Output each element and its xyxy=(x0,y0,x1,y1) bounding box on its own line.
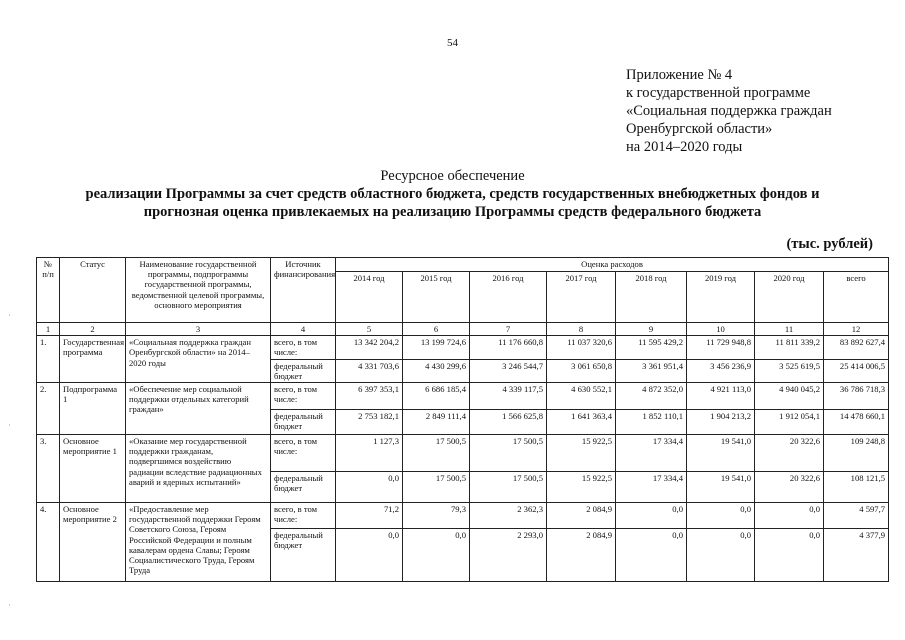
source-federal: федеральный бюджет xyxy=(271,359,336,382)
appendix-note xyxy=(626,66,832,156)
title-line-2: реализации Программы за счет средств областного бюджета, средств государственных внебюджетных фондов и xyxy=(85,186,820,202)
source-federal: федеральный бюджет xyxy=(271,529,336,582)
value-total: 4 872 352,0 xyxy=(616,383,687,410)
value-total: 4 940 045,2 xyxy=(755,383,824,410)
value-federal: 3 456 236,9 xyxy=(687,359,755,382)
column-number: 2 xyxy=(60,323,126,336)
source-federal: федеральный бюджет xyxy=(271,472,336,503)
header-year: 2020 год xyxy=(755,272,824,323)
value-federal: 1 852 110,1 xyxy=(616,410,687,435)
value-federal: 1 904 213,2 xyxy=(687,410,755,435)
value-federal: 25 414 006,5 xyxy=(824,359,889,382)
table-row xyxy=(37,435,889,472)
value-federal: 14 478 660,1 xyxy=(824,410,889,435)
value-total: 13 342 204,2 xyxy=(336,336,403,359)
value-federal: 0,0 xyxy=(336,472,403,503)
value-federal: 2 084,9 xyxy=(547,529,616,582)
value-federal: 0,0 xyxy=(616,529,687,582)
header-year: 2015 год xyxy=(403,272,470,323)
value-federal: 15 922,5 xyxy=(547,472,616,503)
value-federal: 19 541,0 xyxy=(687,472,755,503)
source-total: всего, в том числе: xyxy=(271,336,336,359)
value-federal: 2 293,0 xyxy=(470,529,547,582)
row-name: «Обеспечение мер социальной поддержки отдельных категорий граждан» xyxy=(126,383,271,435)
value-total: 4 339 117,5 xyxy=(470,383,547,410)
value-total: 13 199 724,6 xyxy=(403,336,470,359)
value-federal: 17 500,5 xyxy=(403,472,470,503)
value-federal: 1 566 625,8 xyxy=(470,410,547,435)
source-total: всего, в том числе: xyxy=(271,435,336,472)
value-federal: 3 361 951,4 xyxy=(616,359,687,382)
row-name: «Оказание мер государственной поддержки гражданам, подвергшимся воздействию радиации вследствие радиационных аварий и ядерных испытаний» xyxy=(126,435,271,503)
value-federal: 17 334,4 xyxy=(616,472,687,503)
value-federal: 108 121,5 xyxy=(824,472,889,503)
value-total: 17 500,5 xyxy=(470,435,547,472)
row-number: 4. xyxy=(37,503,60,582)
value-total: 11 729 948,8 xyxy=(687,336,755,359)
value-total: 0,0 xyxy=(616,503,687,529)
value-total: 11 176 660,8 xyxy=(470,336,547,359)
header-year: 2017 год xyxy=(547,272,616,323)
value-federal: 4 430 299,6 xyxy=(403,359,470,382)
margin-mark: · xyxy=(8,310,11,320)
units-label: (тыс. рублей) xyxy=(786,236,873,252)
value-total: 2 362,3 xyxy=(470,503,547,529)
column-number: 11 xyxy=(755,323,824,336)
row-name: «Социальная поддержка граждан Оренбургской области» на 2014–2020 годы xyxy=(126,336,271,383)
margin-mark: · xyxy=(8,420,11,430)
column-number: 7 xyxy=(470,323,547,336)
header-total: всего xyxy=(824,272,889,323)
value-federal: 3 246 544,7 xyxy=(470,359,547,382)
header-row xyxy=(37,258,889,272)
table-row xyxy=(37,336,889,359)
column-number: 10 xyxy=(687,323,755,336)
value-total: 17 334,4 xyxy=(616,435,687,472)
column-number: 3 xyxy=(126,323,271,336)
value-total: 11 595 429,2 xyxy=(616,336,687,359)
title-line-1: Ресурсное обеспечение xyxy=(380,168,525,184)
value-total: 71,2 xyxy=(336,503,403,529)
value-federal: 1 912 054,1 xyxy=(755,410,824,435)
value-federal: 2 753 182,1 xyxy=(336,410,403,435)
header-year: 2018 год xyxy=(616,272,687,323)
value-federal: 1 641 363,4 xyxy=(547,410,616,435)
value-federal: 17 500,5 xyxy=(470,472,547,503)
value-total: 79,3 xyxy=(403,503,470,529)
header-num: № п/п xyxy=(37,258,60,323)
value-federal: 3 525 619,5 xyxy=(755,359,824,382)
value-total: 4 597,7 xyxy=(824,503,889,529)
column-number: 5 xyxy=(336,323,403,336)
row-status: Основное мероприятие 2 xyxy=(60,503,126,582)
value-total: 17 500,5 xyxy=(403,435,470,472)
value-federal: 0,0 xyxy=(336,529,403,582)
header-estimate: Оценка расходов xyxy=(336,258,889,272)
source-federal: федеральный бюджет xyxy=(271,410,336,435)
value-total: 36 786 718,3 xyxy=(824,383,889,410)
value-total: 2 084,9 xyxy=(547,503,616,529)
value-federal: 0,0 xyxy=(687,529,755,582)
value-federal: 0,0 xyxy=(403,529,470,582)
row-status: Государственная программа xyxy=(60,336,126,383)
value-total: 4 630 552,1 xyxy=(547,383,616,410)
appendix-line: «Социальная поддержка граждан xyxy=(626,103,832,119)
document-title xyxy=(0,167,905,221)
resource-table xyxy=(36,257,889,582)
appendix-line: Оренбургской области» xyxy=(626,121,773,137)
value-federal: 2 849 111,4 xyxy=(403,410,470,435)
value-total: 4 921 113,0 xyxy=(687,383,755,410)
value-total: 6 686 185,4 xyxy=(403,383,470,410)
value-total: 83 892 627,4 xyxy=(824,336,889,359)
row-number: 2. xyxy=(37,383,60,435)
table-row xyxy=(37,383,889,410)
header-status: Статус xyxy=(60,258,126,323)
table-row xyxy=(37,503,889,529)
title-line-3: прогнозная оценка привлекаемых на реализацию Программы средств федерального бюджета xyxy=(143,204,762,220)
page-number: 54 xyxy=(447,37,458,49)
value-total: 1 127,3 xyxy=(336,435,403,472)
row-number: 3. xyxy=(37,435,60,503)
value-total: 11 037 320,6 xyxy=(547,336,616,359)
appendix-line: Приложение № 4 xyxy=(626,67,733,83)
header-source: Источник финансирования xyxy=(271,258,336,323)
header-year: 2019 год xyxy=(687,272,755,323)
row-name: «Предоставление мер государственной поддержки Героям Советского Союза, Героям Российской Федерации и полным кавалерам ордена Славы; Героям Социалистического Труда, Героям Труда xyxy=(126,503,271,582)
value-total: 6 397 353,1 xyxy=(336,383,403,410)
header-name: Наименование государственной программы, подпрограммы государственной программы, ведомственной целевой программы, основного мероприятия xyxy=(126,258,271,323)
value-federal: 0,0 xyxy=(755,529,824,582)
source-total: всего, в том числе: xyxy=(271,383,336,410)
column-number: 8 xyxy=(547,323,616,336)
value-federal: 20 322,6 xyxy=(755,472,824,503)
column-number: 9 xyxy=(616,323,687,336)
appendix-line: на 2014–2020 годы xyxy=(626,139,743,155)
value-total: 0,0 xyxy=(687,503,755,529)
column-number: 1 xyxy=(37,323,60,336)
value-federal: 3 061 650,8 xyxy=(547,359,616,382)
column-number: 4 xyxy=(271,323,336,336)
source-total: всего, в том числе: xyxy=(271,503,336,529)
header-year: 2016 год xyxy=(470,272,547,323)
column-numbers-row xyxy=(37,323,889,336)
row-status: Основное мероприятие 1 xyxy=(60,435,126,503)
margin-mark: · xyxy=(8,600,11,610)
value-total: 19 541,0 xyxy=(687,435,755,472)
row-status: Подпрограмма 1 xyxy=(60,383,126,435)
header-year: 2014 год xyxy=(336,272,403,323)
column-number: 12 xyxy=(824,323,889,336)
value-total: 15 922,5 xyxy=(547,435,616,472)
value-total: 0,0 xyxy=(755,503,824,529)
value-total: 20 322,6 xyxy=(755,435,824,472)
appendix-line: к государственной программе xyxy=(626,85,811,101)
value-federal: 4 377,9 xyxy=(824,529,889,582)
value-total: 11 811 339,2 xyxy=(755,336,824,359)
row-number: 1. xyxy=(37,336,60,383)
value-federal: 4 331 703,6 xyxy=(336,359,403,382)
column-number: 6 xyxy=(403,323,470,336)
value-total: 109 248,8 xyxy=(824,435,889,472)
